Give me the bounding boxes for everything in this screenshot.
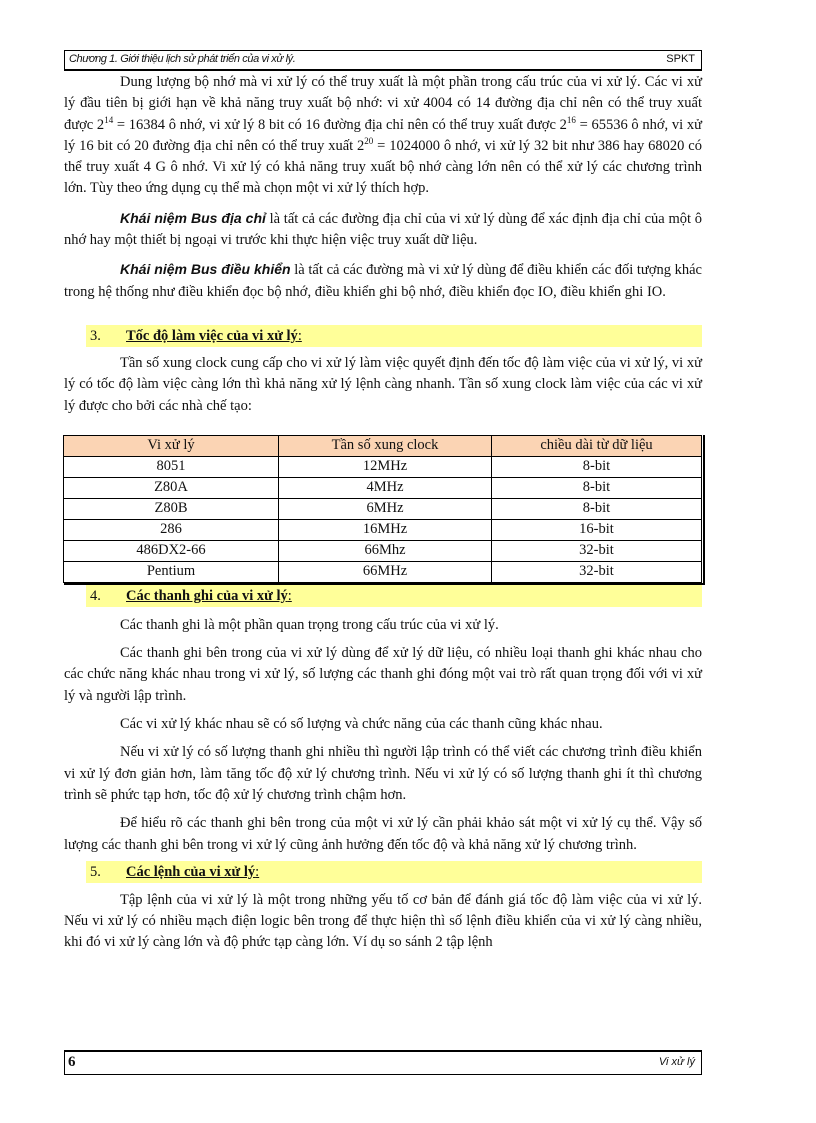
registers-paragraph-5: Để hiểu rõ các thanh ghi bên trong của một vi xử lý cần phải khảo sát một vi xử lý cụ thể. Vậy số lượng các thanh ghi bên trong vi xử lý cũng ảnh hưởng đến tốc độ và khả năng xử lý chương trình. bbox=[64, 815, 702, 853]
page-content bbox=[64, 72, 702, 954]
table-cell: 66Mhz bbox=[279, 540, 492, 561]
processor-table bbox=[64, 435, 705, 585]
registers-paragraph-1: Các thanh ghi là một phần quan trọng trong cấu trúc của vi xử lý. bbox=[120, 616, 499, 633]
table-cell: 6MHz bbox=[279, 498, 492, 519]
section-title: Các lệnh của vi xử lý: bbox=[126, 863, 260, 880]
control-bus-term: Khái niệm Bus điều khiển bbox=[120, 261, 291, 278]
table-cell: Z80A bbox=[64, 477, 279, 498]
memory-capacity-paragraph: Dung lượng bộ nhớ mà vi xử lý có thể truy xuất là một phần trong cấu trúc của vi xử lý. Các vi xử lý đầu tiên bị giới hạn về khả năng truy xuất bộ nhớ: vi xử 4004 có 14 đường địa chỉ nên có thể truy xuất được $2^{14} = 16384$ ô nhớ, vi xử lý 8 bit có 16 đường địa chỉ nên có thể truy xuất được $2^{16} = 65536$ ô nhớ, vi xử lý 16 bit có 20 đường địa chỉ nên có thể truy xuất $2^{20} = 1024000$ ô nhớ, vi xử lý 32 bit như 386 hay 68020 có thể truy xuất 4 G ô nhớ. Vi xử lý có khả năng truy xuất bộ nhớ càng lớn nên có thể xử lý các chương trình lớn. Tùy theo ứng dụng cụ thể mà chọn một vi xử lý thích hợp. bbox=[64, 74, 702, 197]
section-title: Tốc độ làm việc của vi xử lý: bbox=[126, 327, 302, 344]
table-header-row bbox=[64, 435, 702, 456]
section-number: 5. bbox=[90, 863, 101, 880]
section-number: 3. bbox=[90, 327, 101, 344]
clock-speed-paragraph: Tần số xung clock cung cấp cho vi xử lý làm việc quyết định đến tốc độ làm việc của vi xử lý, vi xử lý có tốc độ làm việc càng lớn thì khả năng xử lý lệnh càng nhanh. Tần số xung clock làm việc của các vi xử lý được cho bởi các nhà chế tạo: bbox=[64, 354, 702, 414]
address-bus-term: Khái niệm Bus địa chỉ bbox=[120, 209, 266, 226]
table-cell: 66MHz bbox=[279, 561, 492, 582]
table-cell: 286 bbox=[64, 519, 279, 540]
table-cell: 8051 bbox=[64, 456, 279, 477]
page-footer bbox=[64, 1050, 702, 1075]
table-row bbox=[64, 498, 702, 519]
header-school: SPKT bbox=[666, 53, 695, 65]
page-number: 6 bbox=[68, 1054, 76, 1070]
section-heading-3 bbox=[86, 325, 702, 347]
column-header: Tần số xung clock bbox=[279, 435, 492, 456]
table-row bbox=[64, 456, 702, 477]
control-bus-paragraph: Khái niệm Bus điều khiển là tất cả các đường mà vi xử lý dùng để điều khiển các đối tượng khác trong hệ thống như điều khiển đọc bộ nhớ, điều khiển ghi bộ nhớ, điều khiển đọc IO, điều khiển ghi IO. bbox=[64, 261, 702, 300]
chapter-title: Chương 1. Giới thiệu lịch sử phát triển của vi xử lý. bbox=[69, 53, 296, 65]
table-cell: 16-bit bbox=[492, 519, 702, 540]
table-row bbox=[64, 540, 702, 561]
table-cell: 32-bit bbox=[492, 561, 702, 582]
table-cell: 486DX2-66 bbox=[64, 540, 279, 561]
table-cell: 8-bit bbox=[492, 456, 702, 477]
table-cell: 8-bit bbox=[492, 498, 702, 519]
table-cell: 4MHz bbox=[279, 477, 492, 498]
table-cell: 8-bit bbox=[492, 477, 702, 498]
registers-paragraph-3: Các vi xử lý khác nhau sẽ có số lượng và chức năng của các thanh cũng khác nhau. bbox=[120, 716, 603, 733]
column-header: Vi xử lý bbox=[64, 435, 279, 456]
table-cell: 16MHz bbox=[279, 519, 492, 540]
section-heading-5 bbox=[86, 861, 702, 883]
table-cell: 12MHz bbox=[279, 456, 492, 477]
section-heading-4 bbox=[86, 585, 702, 607]
table-cell: Pentium bbox=[64, 561, 279, 582]
registers-paragraph-4: Nếu vi xử lý có số lượng thanh ghi nhiều thì người lập trình có thể viết các chương trình điều khiển vi xử lý đơn giản hơn, làm tăng tốc độ xử lý chương trình. Nếu vi xử lý có số lượng thanh ghi ít thì chương trình sẽ phức tạp hơn, tốc độ xử lý chương trình chậm hơn. bbox=[64, 744, 702, 803]
section-number: 4. bbox=[90, 587, 101, 604]
address-bus-paragraph: Khái niệm Bus địa chỉ là tất cả các đường địa chỉ của vi xử lý dùng để xác định địa chỉ của một ô nhớ hay một thiết bị ngoại vi trước khi thực hiện việc truy xuất dữ liệu. bbox=[64, 209, 702, 249]
book-title: Vi xử lý bbox=[658, 1056, 695, 1068]
registers-paragraph-2: Các thanh ghi bên trong của vi xử lý dùng để xử lý dữ liệu, có nhiều loại thanh ghi khác nhau cho các chức năng khác nhau trong vi xử lý, số lượng các thanh ghi đóng một vai trò rất quan trọng đối với vi xử lý và người lập trình. bbox=[64, 645, 702, 704]
section-title: Các thanh ghi của vi xử lý: bbox=[126, 587, 292, 604]
table-cell: Z80B bbox=[64, 498, 279, 519]
table-row bbox=[64, 561, 702, 582]
table-cell: 32-bit bbox=[492, 540, 702, 561]
instructions-paragraph: Tập lệnh của vi xử lý là một trong những yếu tố cơ bản để đánh giá tốc độ làm việc của vi xử lý. Nếu vi xử lý có nhiều mạch điện logic bên trong để thực hiện thì số lệnh điều khiển của vi xử lý càng nhiều, khi đó vi xử lý càng lớn và độ phức tạp càng lớn. Ví dụ so sánh 2 tập lệnh bbox=[64, 891, 702, 951]
page-header bbox=[64, 50, 702, 71]
table-row bbox=[64, 477, 702, 498]
column-header: chiều dài từ dữ liệu bbox=[492, 435, 702, 456]
document-page bbox=[64, 50, 702, 1075]
table-row bbox=[64, 519, 702, 540]
